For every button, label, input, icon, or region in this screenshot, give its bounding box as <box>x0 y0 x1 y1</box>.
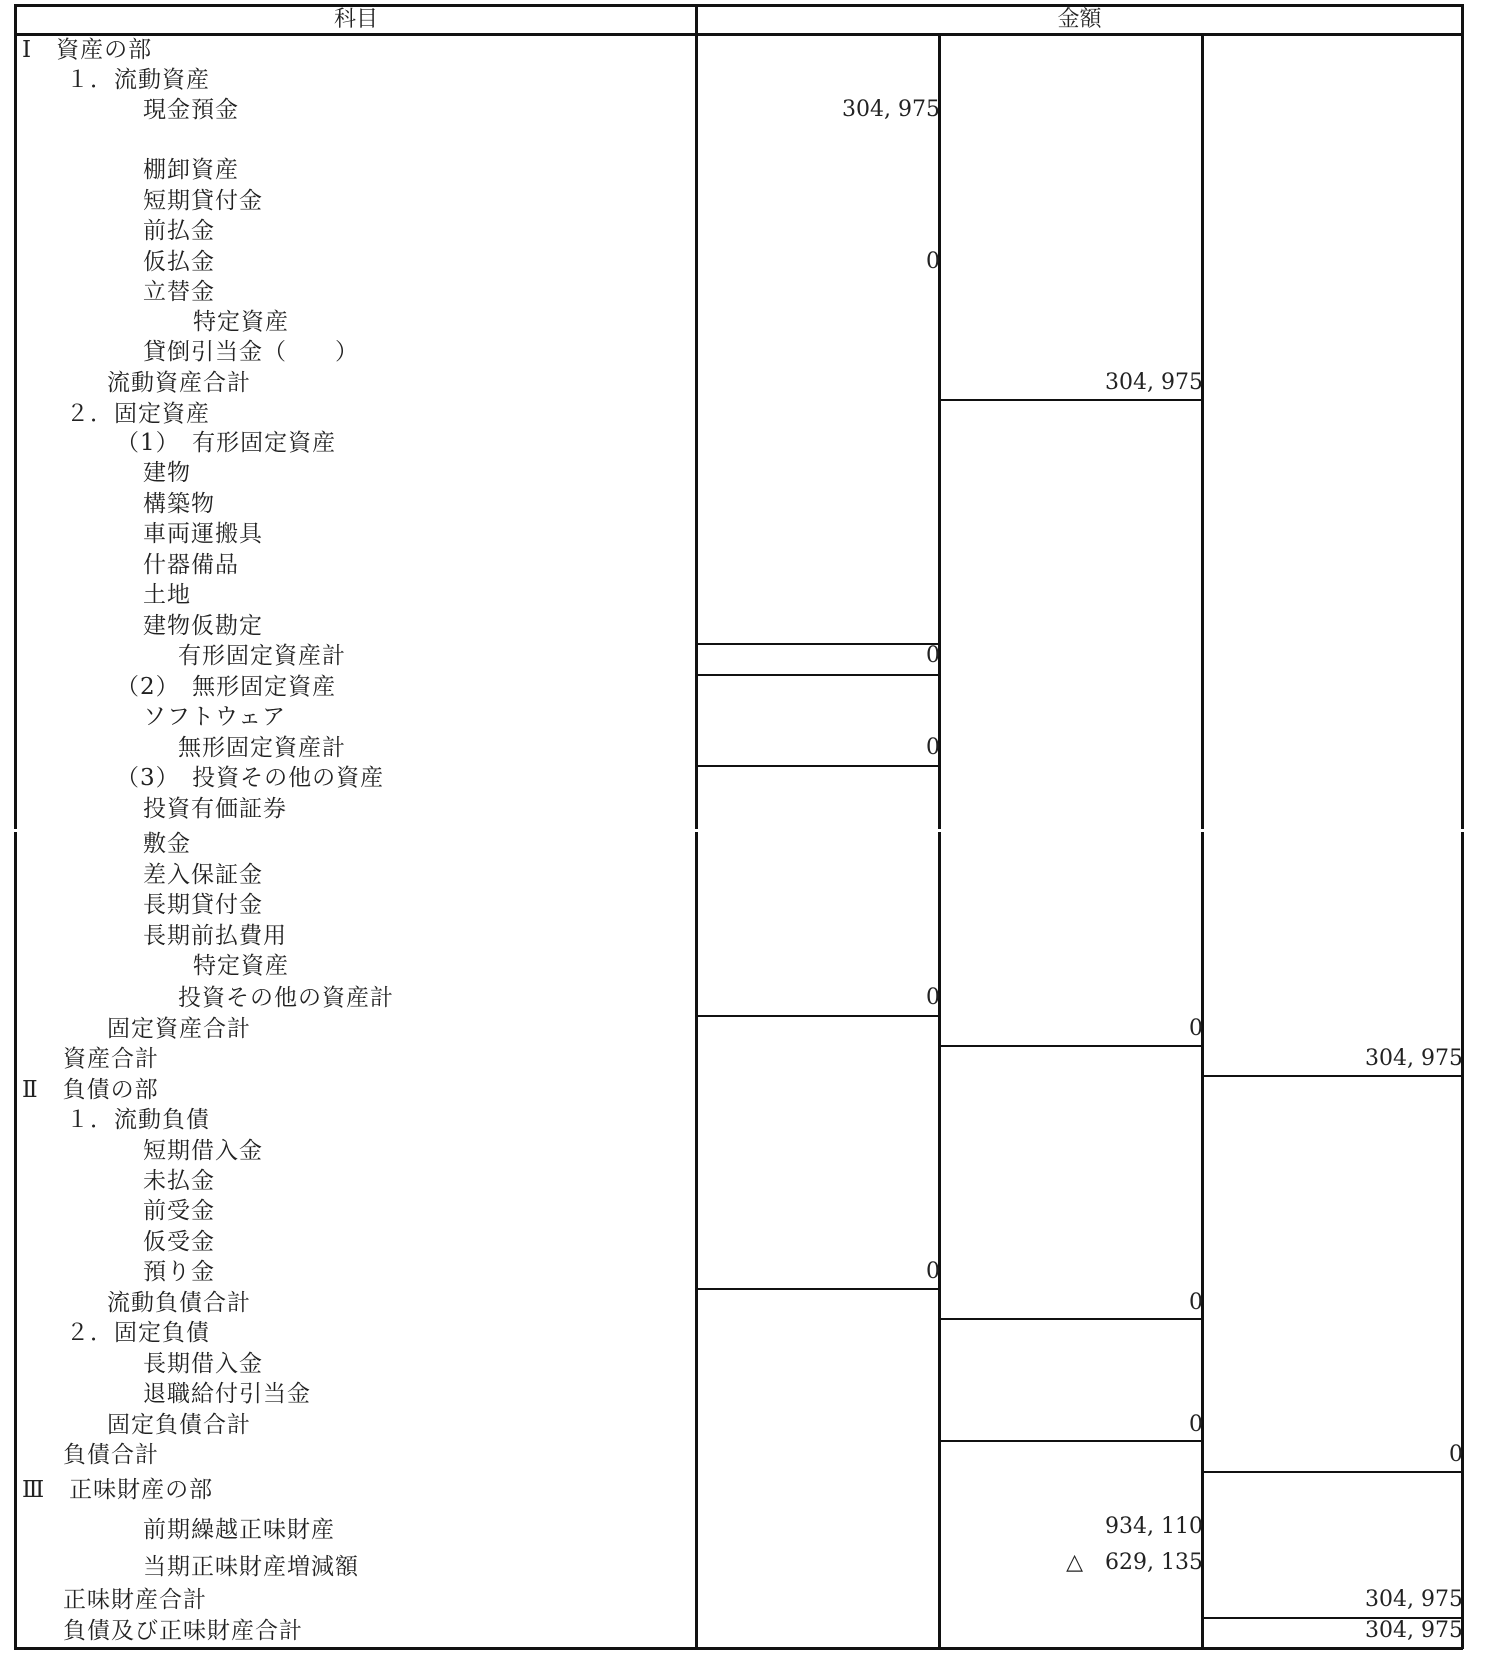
row-label: 差入保証金 <box>143 862 263 888</box>
row-label: 特定資産 <box>193 953 289 979</box>
row-label: （1） 有形固定資産 <box>116 430 337 456</box>
rule-col2 <box>939 1440 1201 1442</box>
row-value-col1: 304, 975 <box>842 97 940 122</box>
row-label: ２．固定負債 <box>66 1320 210 1346</box>
row-value-col1: 0 <box>926 985 940 1010</box>
rule-col2 <box>939 1045 1201 1047</box>
row-label: 貸倒引当金（ ） <box>143 339 359 365</box>
row-label: 車両運搬具 <box>143 521 263 547</box>
row-value-col2: 0 <box>1189 1016 1203 1041</box>
row-label: 未払金 <box>143 1168 215 1194</box>
row-label: （3） 投資その他の資産 <box>116 765 385 791</box>
page-seam <box>0 829 1491 832</box>
row-label: １．流動負債 <box>66 1107 210 1133</box>
rule-col3 <box>1202 1471 1461 1473</box>
header-subject: 科目 <box>333 7 378 32</box>
row-value-col3: 304, 975 <box>1365 1618 1463 1643</box>
frame-right <box>1461 4 1464 1649</box>
amount-col-divider-1 <box>938 35 941 1649</box>
rule-col1 <box>696 674 938 676</box>
row-label: ソフトウェア <box>143 704 287 730</box>
row-label: Ⅱ 負債の部 <box>22 1077 159 1103</box>
rule-col2 <box>939 399 1201 401</box>
row-label: 現金預金 <box>143 97 239 123</box>
row-label: 長期借入金 <box>143 1351 263 1377</box>
frame-bottom <box>14 1647 1463 1650</box>
row-label: 前受金 <box>143 1198 215 1224</box>
row-label: 投資有価証券 <box>143 796 287 822</box>
row-label: 長期前払費用 <box>143 923 287 949</box>
row-label: 構築物 <box>143 491 215 517</box>
row-label: Ⅰ 資産の部 <box>22 37 153 63</box>
amount-col-divider-2 <box>1201 35 1204 1649</box>
row-label: 特定資産 <box>193 309 289 335</box>
row-label: 仮受金 <box>143 1229 215 1255</box>
row-label: 負債合計 <box>63 1442 159 1468</box>
header-amount: 金額 <box>1057 7 1102 32</box>
row-label: Ⅲ 正味財産の部 <box>22 1477 214 1503</box>
row-label: 短期借入金 <box>143 1138 263 1164</box>
row-value-col2: 304, 975 <box>1105 370 1203 395</box>
row-label: 敷金 <box>143 831 191 857</box>
row-label: 無形固定資産計 <box>178 735 346 761</box>
row-label: 有形固定資産計 <box>178 643 346 669</box>
row-value-col1: 0 <box>926 735 940 760</box>
frame-left <box>14 4 17 1649</box>
row-label: 固定負債合計 <box>107 1412 251 1438</box>
row-label: 流動資産合計 <box>107 370 251 396</box>
row-label: 前期繰越正味財産 <box>143 1517 335 1543</box>
row-label: 立替金 <box>143 279 215 305</box>
row-label: 負債及び正味財産合計 <box>63 1618 303 1644</box>
row-label: 土地 <box>143 582 191 608</box>
row-label: 固定資産合計 <box>107 1016 251 1042</box>
row-label: 前払金 <box>143 218 215 244</box>
row-value-col1: 0 <box>926 1259 940 1284</box>
row-label: 什器備品 <box>143 552 239 578</box>
row-value-col2: 934, 110 <box>1105 1514 1203 1539</box>
row-label: （2） 無形固定資産 <box>116 674 337 700</box>
row-label: 棚卸資産 <box>143 157 239 183</box>
row-label: 投資その他の資産計 <box>178 985 394 1011</box>
row-label: 当期正味財産増減額 <box>143 1554 359 1580</box>
row-label: 退職給付引当金 <box>143 1381 311 1407</box>
rule-col3 <box>1202 1075 1461 1077</box>
rule-col2 <box>939 1318 1201 1320</box>
rule-col1 <box>696 1288 938 1290</box>
row-value-col2: 0 <box>1189 1412 1203 1437</box>
row-value-col2: 0 <box>1189 1290 1203 1315</box>
row-label: 建物仮勘定 <box>143 613 263 639</box>
row-label: 長期貸付金 <box>143 892 263 918</box>
row-label: 流動負債合計 <box>107 1290 251 1316</box>
row-label: 資産合計 <box>63 1046 159 1072</box>
rule-col1 <box>696 1015 938 1017</box>
rule-col1 <box>696 765 938 767</box>
row-label: 仮払金 <box>143 249 215 275</box>
subject-amount-divider <box>695 4 698 1649</box>
row-label: １．流動資産 <box>66 67 210 93</box>
rule-col1 <box>696 643 938 645</box>
row-label: 正味財産合計 <box>63 1587 207 1613</box>
row-value-col3: 0 <box>1449 1442 1463 1467</box>
row-value-col1: 0 <box>926 249 940 274</box>
row-value-col1: 0 <box>926 643 940 668</box>
row-label: 短期貸付金 <box>143 188 263 214</box>
row-value-col2: △ 629, 135 <box>1066 1550 1203 1575</box>
row-value-col3: 304, 975 <box>1365 1046 1463 1071</box>
row-label: 建物 <box>143 460 191 486</box>
row-label: 預り金 <box>143 1259 215 1285</box>
row-value-col3: 304, 975 <box>1365 1587 1463 1612</box>
row-label: ２．固定資産 <box>66 401 210 427</box>
